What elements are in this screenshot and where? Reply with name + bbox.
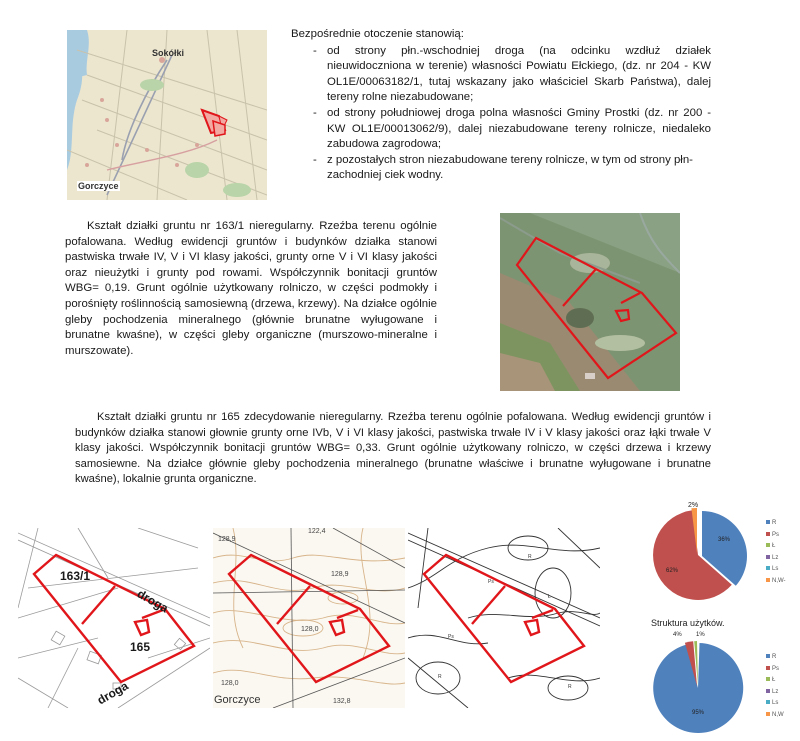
list-dash: - — [313, 44, 317, 57]
parcel-label-165: 165 — [130, 640, 151, 654]
pie2-label-ps: 4% — [673, 632, 682, 638]
parcel-163-1-description: Kształt działki gruntu nr 163/1 nieregularny. Rzeźba terenu ogólnie pofalowana. Według ewidencji gruntów i budynków działka stanowi pastwiska trwałe IV, V i VI klasy jakości, grunty orne V i VI klasy jakości oraz nieużytki i grunty pod rowami. Współczynnik bonitacji gruntów WBG= 0,19. Grunt ogólnie użytkowany rolniczo, w części podmokły i porośnięty roślinnością samosiewną (drzewa, krzewy). Na działce ogólnie gleby pochodzenia mineralnego (głównie brunatne wyługowane i brunatne kwaśne), w części gleby organiczne (murszowo-mineralne i murszowate). — [65, 220, 437, 357]
svg-text:Ł: Ł — [548, 594, 551, 600]
map-label-sokolki: Sokółki — [152, 48, 185, 58]
map-label-gorczyce: Gorczyce — [78, 181, 119, 191]
surroundings-section — [291, 27, 711, 184]
elevation-label: 132,8 — [333, 698, 351, 705]
cadastral-map — [18, 528, 210, 708]
legend-item: Ls — [766, 698, 784, 710]
surroundings-item: - z pozostałych stron niezabudowane tereny rolnicze, w tym od strony płn-zachodniej ciek wodny. — [313, 153, 693, 182]
legend-item: Ps — [766, 664, 784, 676]
topo-place-label: Gorczyce — [214, 694, 261, 706]
road-label-1: droga — [134, 586, 171, 616]
legend-item: Ps — [766, 530, 786, 542]
elevation-label: 128,0 — [221, 680, 239, 687]
soil-map — [408, 528, 600, 708]
pie2-legend — [766, 652, 784, 721]
svg-text:Ps: Ps — [488, 579, 494, 585]
location-map — [67, 30, 267, 200]
svg-text:R: R — [568, 684, 572, 690]
legend-item: R — [766, 652, 784, 664]
pie1-legend — [766, 518, 786, 587]
legend-item: N,W — [766, 710, 784, 722]
legend-item: N,W- — [766, 576, 786, 588]
surroundings-heading: Bezpośrednie otoczenie stanowią: — [291, 28, 464, 40]
parcel-label-163-1: 163/1 — [60, 569, 91, 583]
pie-chart-2 — [648, 618, 798, 738]
legend-item: Lz — [766, 687, 784, 699]
legend-item: Lz — [766, 553, 786, 565]
parcel-165-description: Kształt działki gruntu nr 165 zdecydowanie nieregularny. Rzeźba terenu ogólnie pofalowana. Według ewidencji gruntów i budynków działka stanowi głownie grunty orne IVb, V i VI klasy jakości, pastwiska trwałe IV i V klasy jakości oraz łąki trwałe V klasy jakości. Współczynnik bonitacji gruntów WBG= 0,33. Grunt ogólnie użytkowany rolniczo, w części drzewa i krzewy samosiewne. Na działce głównie gleby pochodzenia mineralnego (brunatne właściwe i brunatne wyługowane i brunatne kwaśne), lokalnie grunta organiczne. — [75, 411, 711, 486]
legend-item: Ł — [766, 675, 784, 687]
surroundings-item: - od strony płn.-wschodniej droga (na odcinku wzdłuż działek nieuwidoczniona w terenie) własności Powiatu Ełckiego, (dz. nr 204 - KW OL1E/00063182/1, tutaj wskazany jako właściciel Skarb Państwa), dalej tereny rolne niezabudowane; — [313, 44, 711, 104]
pie-chart-1 — [648, 502, 798, 610]
elevation-label: 128,9 — [331, 571, 349, 578]
elevation-label: 128,9 — [218, 536, 236, 543]
pie1-label-r: 36% — [718, 537, 731, 543]
pie1-label-ps: 62% — [666, 568, 679, 574]
elevation-label: 128,0 — [301, 626, 319, 633]
svg-text:R: R — [438, 674, 442, 680]
legend-item: Ł — [766, 541, 786, 553]
pie2-label-r: 95% — [692, 710, 705, 716]
list-dash: - — [313, 153, 317, 166]
topographic-map — [213, 528, 405, 708]
pie2-label-l: 1% — [696, 632, 705, 638]
elevation-label: 122,4 — [308, 528, 326, 535]
svg-text:R: R — [528, 554, 532, 560]
legend-item: Ls — [766, 564, 786, 576]
legend-item: R — [766, 518, 786, 530]
svg-text:Ps: Ps — [448, 634, 454, 640]
surroundings-item: - od strony południowej droga polna własności Gminy Prostki (dz. nr 200 - KW OL1E/00013062/9), dalej niezabudowane tereny rolnicze, niedaleko zabudowa zagrodowa; — [313, 106, 711, 151]
satellite-image — [500, 213, 680, 391]
pie2-title: Struktura użytków. — [651, 618, 725, 628]
pie1-label-nw: 2% — [688, 502, 699, 509]
list-dash: - — [313, 106, 317, 119]
road-label-2: droga — [94, 678, 131, 708]
